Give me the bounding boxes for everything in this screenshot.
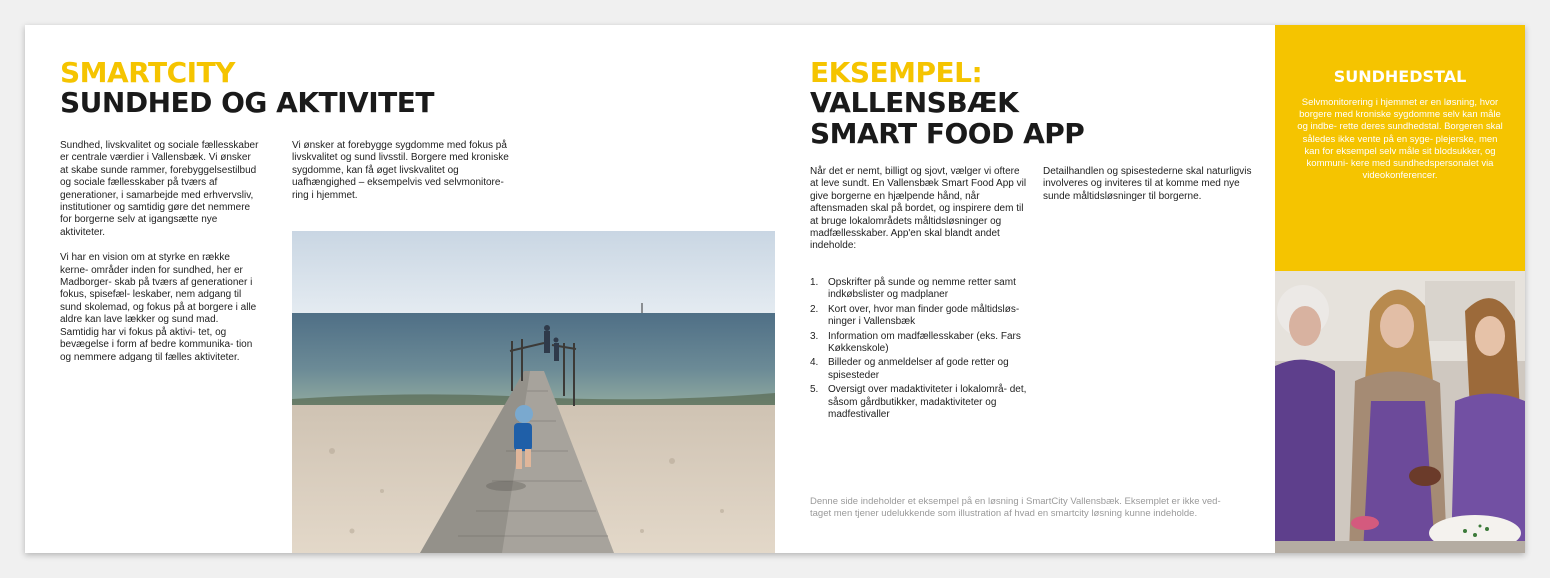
- sidebar-text: Selvmonitorering i hjemmet er en løsning, hvor borgere med kroniske sygdomme selv kan måle og indbe- rette deres sundhedstal. Borgeren skal således ikke vente på en syge- plejerske, men kan for eksempel selv måle sit blodsukker, og kommuni- kere med sundhedspersonalet via videokonferencer.: [1297, 97, 1503, 182]
- right-column-2: [1043, 166, 1255, 216]
- app-features-list: [810, 277, 1030, 423]
- beach-pier-illustration: [292, 231, 775, 553]
- cooking-class-illustration: [1275, 271, 1525, 553]
- left-col2-paragraph-1: Vi ønsker at forebygge sygdomme med fokus på livskvalitet og sund livsstil. Borgere med kroniske sygdomme, kan få øget livskvalitet og uafhængighed – eksempelvis ved selvmonitore- ring i hjemmet.: [292, 140, 509, 201]
- right-headline-line-2: SMART FOOD APP: [810, 117, 1085, 150]
- list-number: 1.: [810, 277, 819, 288]
- list-number: 4.: [810, 357, 819, 369]
- list-text: Oversigt over madaktiviteter i lokalområ- det, såsom gårdbutikker, madaktiviteter og madfestivaller: [828, 384, 1027, 421]
- list-item: [810, 357, 1030, 382]
- list-text: Information om madfællesskaber (eks. Fars Køkkenskole): [828, 330, 1021, 355]
- list-item: [810, 277, 1030, 302]
- left-kicker: SMARTCITY: [60, 56, 235, 89]
- list-number: 3.: [810, 330, 819, 342]
- list-item: [810, 304, 1030, 329]
- list-text: Kort over, hvor man finder gode måltidsløs- ninger i Vallensbæk: [828, 303, 1020, 328]
- right-headline-line-1: VALLENSBÆK: [810, 86, 1019, 119]
- right-col1-intro: Når det er nemt, billigt og sjovt, vælger vi oftere at leve sundt. En Vallensbæk Smart Food App vil give borgerne en hjælpende hånd, når aftensmaden skal på bordet, og inspirere dem til at bruge lokalområdets måltidsløsninger og madfællesskaber. App'en skal blandt andet indeholde:: [810, 166, 1027, 252]
- example-disclaimer: Denne side indeholder et eksempel på en løsning i SmartCity Vallensbæk. Eksemplet er ikke ved- taget men tjener udelukkende som illustration af hvad en smartcity løsning kunne indeholde.: [810, 496, 1221, 520]
- list-text: Opskrifter på sunde og nemme retter samt indkøbslister og madplaner: [828, 277, 1016, 301]
- list-text: Billeder og anmeldelser af gode retter og spisesteder: [828, 357, 1009, 381]
- right-column-1: [810, 166, 1028, 266]
- left-column-2: [292, 140, 510, 215]
- right-kicker: EKSEMPEL:: [810, 56, 983, 89]
- brochure-spread: [25, 25, 1525, 553]
- sidebar-title: SUNDHEDSTAL: [1333, 67, 1467, 86]
- left-column-1: [60, 140, 260, 377]
- sundhedstal-box: [1275, 25, 1525, 271]
- list-item: [810, 331, 1030, 356]
- cooking-class-photo: [1275, 271, 1525, 553]
- left-col1-paragraph-1: Sundhed, livskvalitet og sociale fællesskaber er centrale værdier i Vallensbæk. Vi ønsker at skabe sunde rammer, forebyggelsestilbud og sociale fællesskaber på tværs af generationer, i samarbejde med erhvervsliv, institutioner og samtidig gøre det nemmere for borgerne selv at igangsætte nye aktiviteter.: [60, 140, 259, 238]
- beach-pier-photo: [292, 231, 775, 553]
- left-col1-paragraph-2: Vi har en vision om at styrke en række kerne- områder inden for sundhed, her er Madborger- skab på tværs af generationer i fokus, spisefæl- leskaber, nem adgang til sund skolemad, og fokus på at borgere i alle aldre kan lave lækker og sund mad. Samtidig har vi fokus på aktivi- tet, og bevægelse i form af bedre kommunika- tion og nemmere adgang til fælles aktiviteter.: [60, 252, 257, 363]
- list-number: 5.: [810, 384, 819, 396]
- list-number: 2.: [810, 303, 819, 315]
- left-headline: SUNDHED OG AKTIVITET: [60, 86, 434, 119]
- right-col2-paragraph: Detailhandlen og spisestederne skal naturligvis involveres og inviteres til at komme med nye sunde måltidsløsninger til borgerne.: [1043, 166, 1252, 202]
- list-item: [810, 384, 1030, 421]
